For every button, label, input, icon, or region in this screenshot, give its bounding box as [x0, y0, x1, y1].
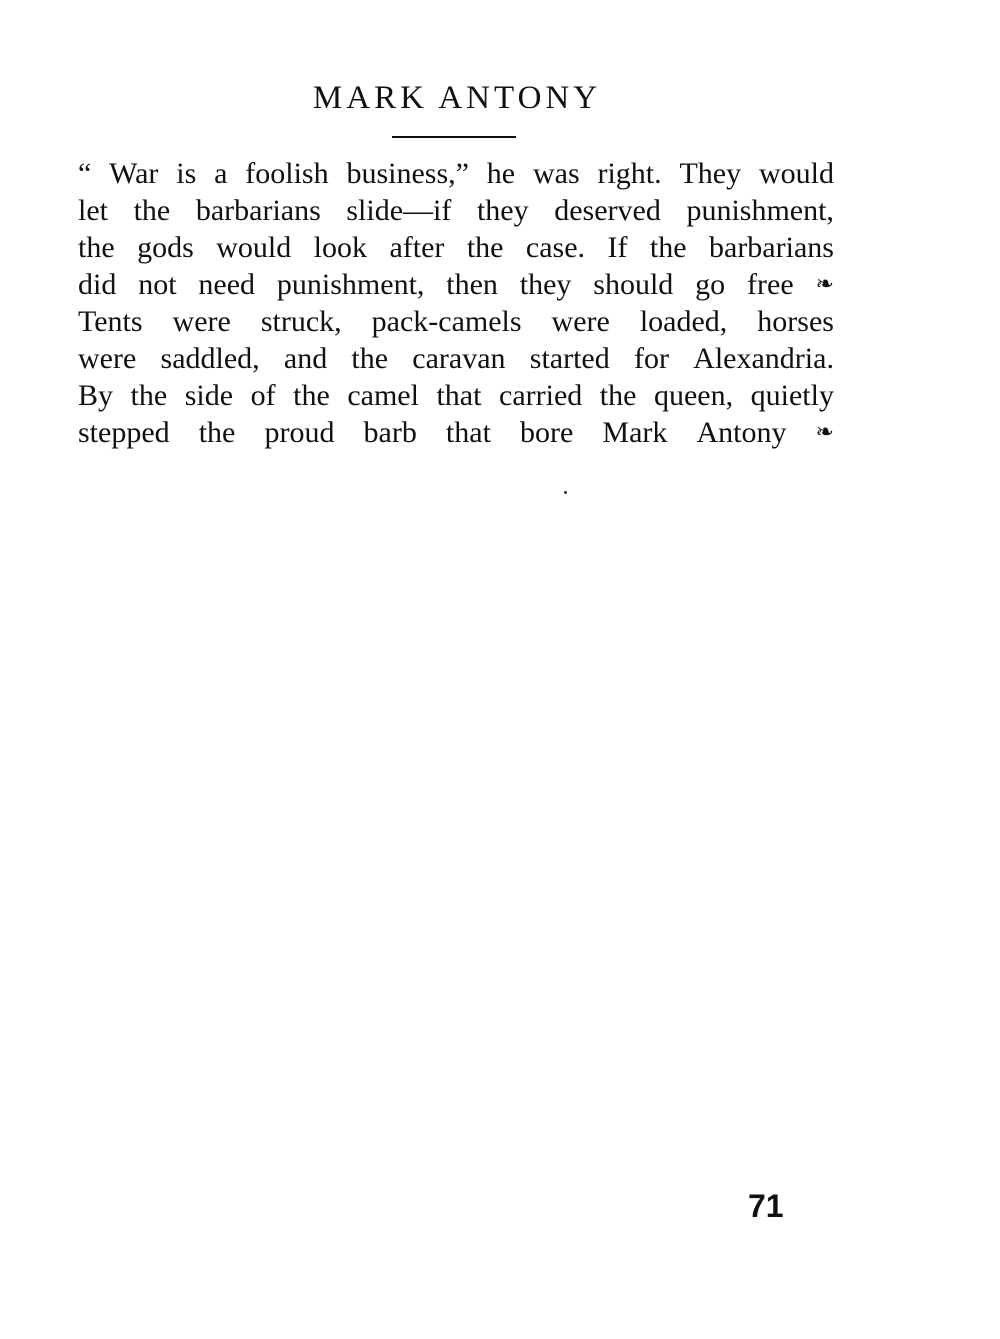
running-head: MARK ANTONY: [312, 80, 602, 116]
word: Mark: [602, 416, 668, 449]
word: were: [551, 305, 610, 338]
word: the: [649, 231, 687, 264]
word: Alexandria.: [693, 342, 834, 375]
fleuron-icon: ❧: [815, 272, 834, 297]
word: By: [78, 379, 114, 412]
word: Tents: [78, 305, 143, 338]
word: pack-camels: [371, 305, 522, 338]
word: loaded,: [639, 305, 728, 338]
word: of: [250, 379, 276, 412]
word: punishment,: [686, 194, 834, 227]
word: and: [283, 342, 328, 375]
word: business,”: [346, 157, 469, 190]
text-line: [78, 192, 834, 229]
word: quietly: [750, 379, 834, 412]
word: struck,: [260, 305, 342, 338]
word: not: [138, 268, 177, 301]
word: the: [198, 416, 236, 449]
word: that: [445, 416, 491, 449]
word: he: [486, 157, 516, 190]
word: the: [130, 379, 168, 412]
word: Antony: [696, 416, 787, 449]
word: barbarians: [709, 231, 834, 264]
word: foolish: [245, 157, 329, 190]
word: were: [78, 342, 137, 375]
word: case.: [525, 231, 586, 264]
word: barbarians: [195, 194, 321, 227]
word: is: [176, 157, 197, 190]
word: they: [519, 268, 572, 301]
word: proud: [264, 416, 335, 449]
fleuron-icon: ❧: [815, 420, 834, 445]
word: They: [679, 157, 742, 190]
word: should: [593, 268, 674, 301]
word: saddled,: [160, 342, 260, 375]
page-number: 71: [748, 1188, 784, 1224]
word: gods: [137, 231, 194, 264]
text-line: [78, 377, 834, 414]
word: the: [466, 231, 504, 264]
word: after: [389, 231, 445, 264]
word: caravan: [412, 342, 506, 375]
word: barb: [363, 416, 417, 449]
word: “: [78, 157, 92, 190]
word: stepped: [78, 416, 170, 449]
head-rule: [392, 136, 516, 138]
word: If: [607, 231, 628, 264]
text-line: [78, 266, 834, 303]
word: started: [529, 342, 610, 375]
word: a: [214, 157, 228, 190]
word: punishment,: [276, 268, 425, 301]
word: camel: [347, 379, 419, 412]
word: War: [109, 157, 159, 190]
text-line: [78, 229, 834, 266]
word: was: [532, 157, 580, 190]
word: the: [133, 194, 171, 227]
text-line: [78, 303, 834, 340]
word: did: [78, 268, 117, 301]
word: for: [633, 342, 669, 375]
word: deserved: [554, 194, 661, 227]
print-speck: [564, 491, 567, 494]
word: carried: [499, 379, 583, 412]
word: then: [446, 268, 498, 301]
word: would: [758, 157, 834, 190]
word: bore: [520, 416, 574, 449]
word: they: [476, 194, 529, 227]
word: side: [184, 379, 234, 412]
word: need: [198, 268, 256, 301]
word: let: [78, 194, 108, 227]
word: the: [351, 342, 389, 375]
word: slide—if: [346, 194, 452, 227]
word: look: [313, 231, 367, 264]
text-line: [78, 414, 834, 451]
word: horses: [757, 305, 834, 338]
word: were: [172, 305, 231, 338]
word: that: [436, 379, 482, 412]
word: queen,: [653, 379, 734, 412]
text-line: [78, 155, 834, 192]
word: right.: [597, 157, 662, 190]
word: the: [293, 379, 330, 412]
word: the: [78, 231, 115, 264]
text-line: [78, 340, 834, 377]
word: go: [695, 268, 726, 301]
word: would: [216, 231, 292, 264]
word: free: [747, 268, 794, 301]
body-text: [78, 155, 834, 451]
word: the: [599, 379, 637, 412]
